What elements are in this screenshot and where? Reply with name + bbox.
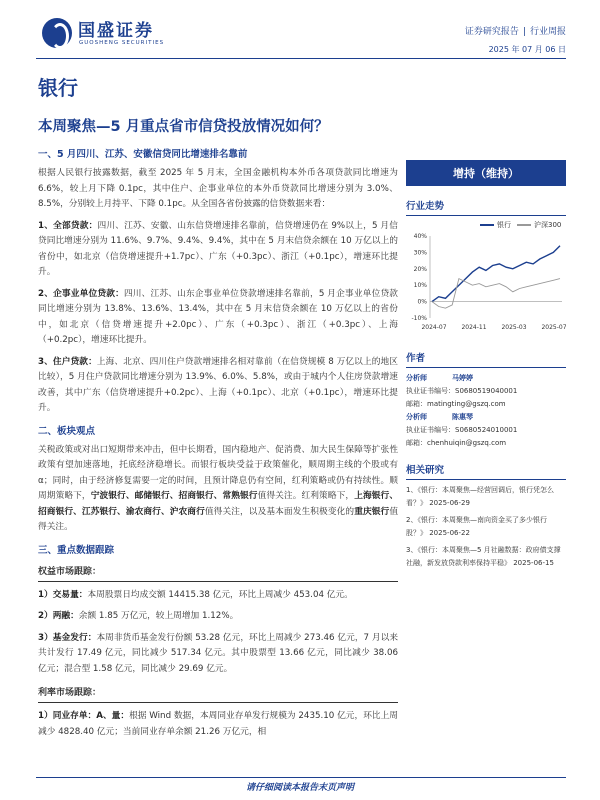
fund-issuance-paragraph	[38, 631, 398, 678]
author-2-role: 分析师	[406, 413, 427, 421]
trend-title: 行业走势	[406, 198, 566, 216]
related-title: 相关研究	[406, 462, 566, 480]
view-text-b: 值得关注。红利策略下，	[257, 491, 355, 501]
related-item-3[interactable]: 3、《银行：本周聚焦—5 月社融数据：政府债支撑社融，新发放贷款利率保持平稳》 2025-06-15	[406, 546, 561, 567]
author-2-cert: 执业证书编号：S0680524010001	[406, 426, 518, 434]
report-type: 证券研究报告	[464, 27, 519, 37]
x-tick-label: 2024-07	[421, 324, 447, 331]
y-tick-label: 10%	[413, 282, 427, 290]
section-2-body	[38, 443, 398, 536]
section-1-intro: 根据人民银行披露数据，截至 2025 年 5 月末，全国金融机构本外币各项贷款同比增速为 6.6%，较上月下降 0.1pc，其中住户、企事业单位的本外币贷款同比增速分别为 3.0%、8.5%，分别较上月持平、下降 0.1pc。从全国各省份披露的信贷数据来看：	[38, 168, 398, 209]
industry-label: 银行	[38, 76, 78, 100]
section-3-title: 三、重点数据跟踪	[38, 544, 115, 556]
author-1-email: 邮箱：matingting@gszq.com	[406, 400, 506, 408]
main-content	[38, 142, 398, 746]
author-2-email: 邮箱：chenhuiqin@gszq.com	[406, 439, 507, 447]
related-item-2[interactable]: 2、《银行：本周聚焦—南向资金买了多少银行股？》 2025-06-22	[406, 516, 547, 537]
view-text-d: 值得关注。	[38, 506, 399, 532]
loan-household-body: 上海、北京、四川住户贷款增速排名相对靠前（在信贷规模 8 万亿以上的地区比较），5 月住户贷款同比增速分别为 13.9%、6.0%、5.8%，或由于城内个人住房贷款增速改善，其中广东（信贷增速提升+0.2pc）、上海（+0.1pc）、北京（+0.1pc），增速环比提升。	[38, 356, 398, 413]
loan-corporate-paragraph	[38, 287, 398, 349]
fund-issuance-head: 3）基金发行：	[38, 632, 97, 643]
author-1	[406, 372, 566, 411]
view-text-a: 关税政策或对出口短期带来冲击，但中长期看，国内稳地产、促消费、加大民生保障等扩张性政策有望加速落地，托底经济稳增长。而银行板块受益于政策催化，顺周期主线的个股或有 α；同时，由于经济修复需要一定的时间，且预计降息仍有空间，红利策略或仍有持续性。顺周期策略下，	[38, 444, 398, 501]
author-1-cert: 执业证书编号：S0680519040001	[406, 387, 518, 395]
report-date: 2025 年 07 月 06 日	[488, 45, 566, 54]
x-tick-label: 2025-03	[501, 324, 527, 331]
author-2	[406, 411, 566, 450]
footer-divider	[36, 777, 566, 778]
trend-chart	[406, 230, 566, 334]
report-category: 证券研究报告 | 行业周报	[464, 27, 566, 37]
margin-body: 余额 1.85 万亿元，较上周增加 1.12%。	[78, 611, 239, 621]
header-divider	[36, 58, 566, 59]
y-tick-label: 30%	[413, 249, 427, 257]
section-2-title: 二、板块观点	[38, 425, 96, 437]
picks-fundamental: 重庆银行	[354, 506, 390, 517]
ncd-paragraph	[38, 709, 398, 740]
logo-icon	[42, 18, 72, 48]
loan-household-paragraph	[38, 355, 398, 417]
x-tick-label: 2024-11	[461, 324, 487, 331]
loan-total-paragraph	[38, 219, 398, 281]
rate-divider	[38, 702, 398, 703]
picks-cyclical: 宁波银行、邮储银行、招商银行、常熟银行	[90, 491, 258, 501]
x-tick-label: 2025-07	[541, 324, 566, 331]
rating-badge: 增持（维持）	[406, 160, 566, 186]
y-tick-label: 0%	[417, 298, 427, 306]
loan-total-head: 1、全部贷款：	[38, 220, 98, 231]
loan-total-body: 四川、江苏、安徽、山东信贷增速排名靠前，信贷增速仍在 9%以上，5 月信贷同比增速分别为 11.6%、9.7%、9.4%、9.4%，其中在 5 月末信贷余额在 10 万亿以上的省份中，如北京（信贷增速提升+1.7pc）、广东（+0.3pc）、浙江（+0.1pc），增速环比提升。	[38, 220, 398, 277]
legend-swatch-index	[517, 224, 531, 226]
ncd-head: 1）同业存单：A、量：	[38, 711, 130, 721]
rate-tracking-title: 利率市场跟踪：	[38, 688, 102, 698]
equity-tracking-title: 权益市场跟踪：	[38, 566, 102, 577]
page-header	[0, 0, 600, 66]
authors-title: 作者	[406, 350, 566, 368]
legend-index: 沪深300	[534, 221, 562, 229]
loan-corporate-head: 2、企事业单位贷款：	[38, 288, 124, 299]
y-tick-label: 20%	[413, 265, 427, 273]
fund-issuance-body: 本周非货币基金发行份额 53.28 亿元，环比上周减少 273.46 亿元，7 月以来共计发行 17.49 亿元，同比减少 517.34 亿元。其中股票型 13.66 亿元，同比减少 38.06 亿元；混合型 1.58 亿元，同比减少 29.69 亿元。	[38, 632, 399, 674]
loan-corporate-body: 四川、江苏、山东企事业单位贷款增速排名靠前，5 月企事业单位贷款同比增速分别为 13.8%、13.6%、13.4%，其中在 5 月末信贷余额在 10 万亿以上的省份中，如北京（信贷增速提升+2.0pc）、广东（+0.3pc）、浙江（+0.3pc）、上海（+0.2pc），增速环比提升。	[38, 288, 398, 345]
trading-volume-paragraph	[38, 588, 398, 604]
legend-bank: 银行	[497, 221, 511, 229]
company-logo	[42, 16, 164, 54]
loan-household-head: 3、住户贷款：	[38, 356, 97, 367]
margin-paragraph	[38, 609, 398, 625]
picks-dividend: 上海银行、招商银行、江苏银行、渝农商行、沪农商行	[38, 491, 399, 517]
margin-head: 2）两融：	[38, 611, 79, 621]
logo-subtext: GUOSHENG SECURITIES	[79, 40, 165, 46]
series-line-bank	[432, 246, 560, 302]
report-subtype: 行业周报	[529, 27, 566, 37]
author-1-role: 分析师	[406, 374, 427, 382]
legend-swatch-bank	[480, 224, 494, 226]
report-title: 本周聚焦—5 月重点省市信贷投放情况如何？	[38, 119, 329, 135]
trading-volume-head: 1）交易量：	[38, 589, 88, 600]
section-1-title: 一、5 月四川、江苏、安徽信贷同比增速排名靠前	[38, 149, 248, 160]
footer-disclaimer: 请仔细阅读本报告末页声明	[245, 783, 354, 793]
equity-divider	[38, 581, 398, 582]
logo-text: 国盛证券	[78, 21, 154, 41]
y-tick-label: 40%	[413, 233, 427, 240]
view-text-c: 值得关注，以及基本面发生积极变化的	[204, 506, 355, 517]
related-item-1[interactable]: 1、《银行：本周聚焦—经营回调后，银行凭怎么看？》 2025-06-29	[406, 486, 554, 507]
trading-volume-body: 本周股票日均成交额 14415.38 亿元，环比上周减少 453.04 亿元。	[87, 589, 353, 600]
ncd-body: 根据 Wind 数据，本周同业存单发行规模为 2435.10 亿元，环比上周减少 4828.40 亿元；当前同业存单余额 21.26 万亿元，相	[38, 711, 398, 737]
author-2-name: 陈惠琴	[452, 413, 473, 421]
sidebar	[406, 160, 566, 570]
chart-legend	[474, 220, 566, 230]
y-tick-label: -10%	[411, 315, 427, 322]
author-1-name: 马婷婷	[452, 374, 473, 382]
